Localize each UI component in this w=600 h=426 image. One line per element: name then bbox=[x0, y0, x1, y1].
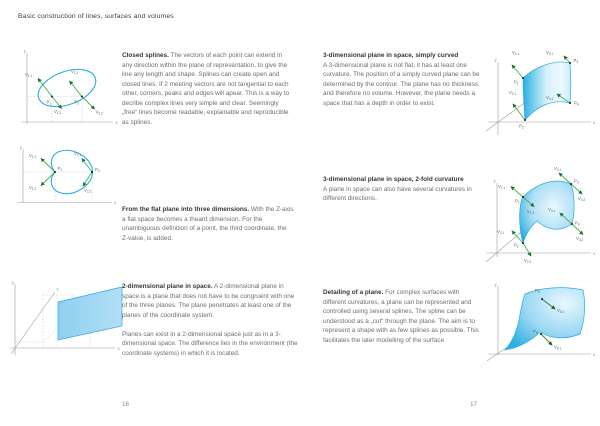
label-v1-2: $V_{1.2}$ bbox=[527, 209, 535, 215]
label-v3-2: $V_{3.2}$ bbox=[578, 196, 586, 202]
y-axis-label: y bbox=[494, 57, 497, 62]
label-v2-2: $V_{2.2}$ bbox=[524, 258, 532, 264]
y-axis-label: y bbox=[23, 48, 26, 54]
label-p1: $P_1$ bbox=[515, 198, 520, 205]
section-simply-curved bbox=[323, 51, 481, 108]
axes bbox=[21, 49, 119, 125]
label-v1-2: $V_{1.2}$ bbox=[54, 109, 62, 115]
x-axis-label: x bbox=[593, 119, 596, 125]
x-axis-label: x bbox=[593, 250, 596, 256]
label-v1-1: $V_{1.1}$ bbox=[29, 153, 37, 159]
label-v4-1: $V_{4.1}$ bbox=[548, 207, 556, 213]
section-title: 3-dimensional plane in space, 2-fold curvature bbox=[323, 176, 464, 183]
diagram-plane-detailing bbox=[483, 282, 598, 382]
label-p6: $P_6$ bbox=[533, 329, 538, 335]
label-v4-1: $V_{4.1}$ bbox=[546, 95, 554, 101]
label-v2-1: $V_{2.1}$ bbox=[509, 90, 517, 96]
page-number-left: 16 bbox=[122, 401, 130, 408]
label-p4: $P_4$ bbox=[575, 220, 580, 227]
x-axis-label: x bbox=[114, 200, 117, 206]
section-title: Closed splines. bbox=[122, 52, 169, 59]
section-title: 2-dimensional plane in space. bbox=[122, 283, 213, 290]
section-detailing bbox=[323, 288, 481, 345]
label-p2: $P_2$ bbox=[519, 123, 524, 130]
diagram-two-fold-curved-plane bbox=[483, 162, 598, 282]
label-v1-1: $V_{1.1}$ bbox=[25, 72, 33, 78]
diagram-simply-curved-plane bbox=[483, 40, 598, 150]
section-body: The vectors of each point can extend in any direction within the plane of representation, to give the line any length and shape. Splines can create open and closed lines. If 2 meeting vectors are not tangential to each other, corners, peaks and edges will apear. This is a way to decribe complex lines very simple and clear. Seemingly „free“ lines become readable, explainable and reproducible as splines. bbox=[122, 52, 290, 126]
label-v6-1: $V_{6.1}$ bbox=[554, 344, 562, 351]
label-v5-1: $V_{5.1}$ bbox=[557, 308, 565, 314]
label-v4-2: $V_{4.2}$ bbox=[576, 236, 584, 242]
label-p1: $P_1$ bbox=[57, 166, 63, 172]
section-body: A 2-dimensional plane in space is a plane that does not have to be congruent with one of the three planes. The plane penetrates at least one of the planes of the coordinate system. bbox=[122, 283, 295, 319]
diagram-2d-plane-in-space bbox=[10, 280, 125, 380]
diagram-closed-spline-cusp bbox=[15, 145, 125, 250]
label-p2: $P_2$ bbox=[74, 99, 80, 106]
section-title: From the flat plane into three dimensions. bbox=[122, 206, 250, 213]
label-v1-1: $V_{1.1}$ bbox=[512, 50, 520, 56]
label-p2: $P_2$ bbox=[95, 167, 100, 173]
section-body: A plane in space can also have several curvatures in different directions. bbox=[323, 185, 472, 202]
label-v3-1: $V_{3.1}$ bbox=[546, 50, 554, 56]
label-v2-1: $V_{2.1}$ bbox=[497, 229, 505, 235]
z-axis-label: z bbox=[56, 286, 59, 292]
label-v2-1: $V_{2.1}$ bbox=[71, 69, 79, 75]
diagram-closed-spline-ellipse bbox=[15, 48, 125, 143]
section-body: A 3-dimensional plane is not flat, it has at least one curvature. The position of a simply curved plane can be determined by the contour. The plane has no thickness and therefore no volume. However, the plane needs a space that has a depth in order to exist. bbox=[323, 61, 480, 107]
section-body: With the Z-axis a flat space becomes a theard dimension. For the unambiguous definition of a point, the third coordinate, the Z-value, is added. bbox=[122, 206, 294, 242]
x-axis-label: x bbox=[593, 351, 596, 357]
y-axis-label: y bbox=[11, 280, 14, 285]
label-p2: $P_2$ bbox=[514, 242, 519, 249]
spline-curve bbox=[33, 62, 101, 114]
section-title: 3-dimensional plane in space, simply curved bbox=[323, 52, 459, 59]
y-axis-label: y bbox=[494, 282, 497, 287]
section-title: Detailing of a plane. bbox=[323, 289, 384, 296]
label-p5: $P_5$ bbox=[535, 288, 540, 294]
label-v2-2: $V_{2.2}$ bbox=[84, 187, 92, 194]
complex-plane-surface bbox=[505, 288, 585, 350]
x-axis-label: x bbox=[117, 346, 120, 351]
label-p3: $P_3$ bbox=[573, 58, 579, 64]
page-header-title: Basic construction of lines, surfaces and volumes bbox=[18, 13, 174, 20]
x-axis-label: x bbox=[115, 119, 118, 125]
y-axis-label: y bbox=[493, 178, 496, 183]
curved-plane-surface bbox=[523, 62, 571, 120]
page-number-right: 17 bbox=[470, 401, 478, 408]
label-v1-2: $V_{1.2}$ bbox=[29, 185, 37, 191]
label-v2-2: $V_{2.2}$ bbox=[95, 109, 103, 116]
label-v1-1: $V_{1.1}$ bbox=[498, 184, 506, 190]
section-body: For complex surfaces with different curvatures, a plane can be represented and controlled using several splines. The spline can be understood as a „cut“ through the plane. The aim is to represent a shape with as few splines as possible. This facilitates the later modelling of the surface bbox=[323, 289, 479, 344]
section-two-fold bbox=[323, 175, 481, 204]
y-axis-label: y bbox=[19, 145, 22, 150]
section-2d-plane bbox=[122, 282, 298, 358]
label-v3-1: $V_{3.1}$ bbox=[554, 166, 562, 172]
label-p1: $P_1$ bbox=[514, 79, 519, 86]
label-p1: $P_1$ bbox=[46, 99, 52, 106]
section-closed-splines bbox=[122, 51, 294, 127]
label-p3: $P_3$ bbox=[574, 178, 579, 185]
label-v2-1: $V_{2.1}$ bbox=[74, 151, 82, 157]
section-flat-plane bbox=[122, 205, 294, 243]
label-p4: $P_4$ bbox=[574, 100, 579, 107]
section-body: Planes can exist in a 2-dimensional space just as in a 3-dimensional space. The difference lies in the environment (the coordinate systems) in which it is located. bbox=[122, 330, 298, 357]
